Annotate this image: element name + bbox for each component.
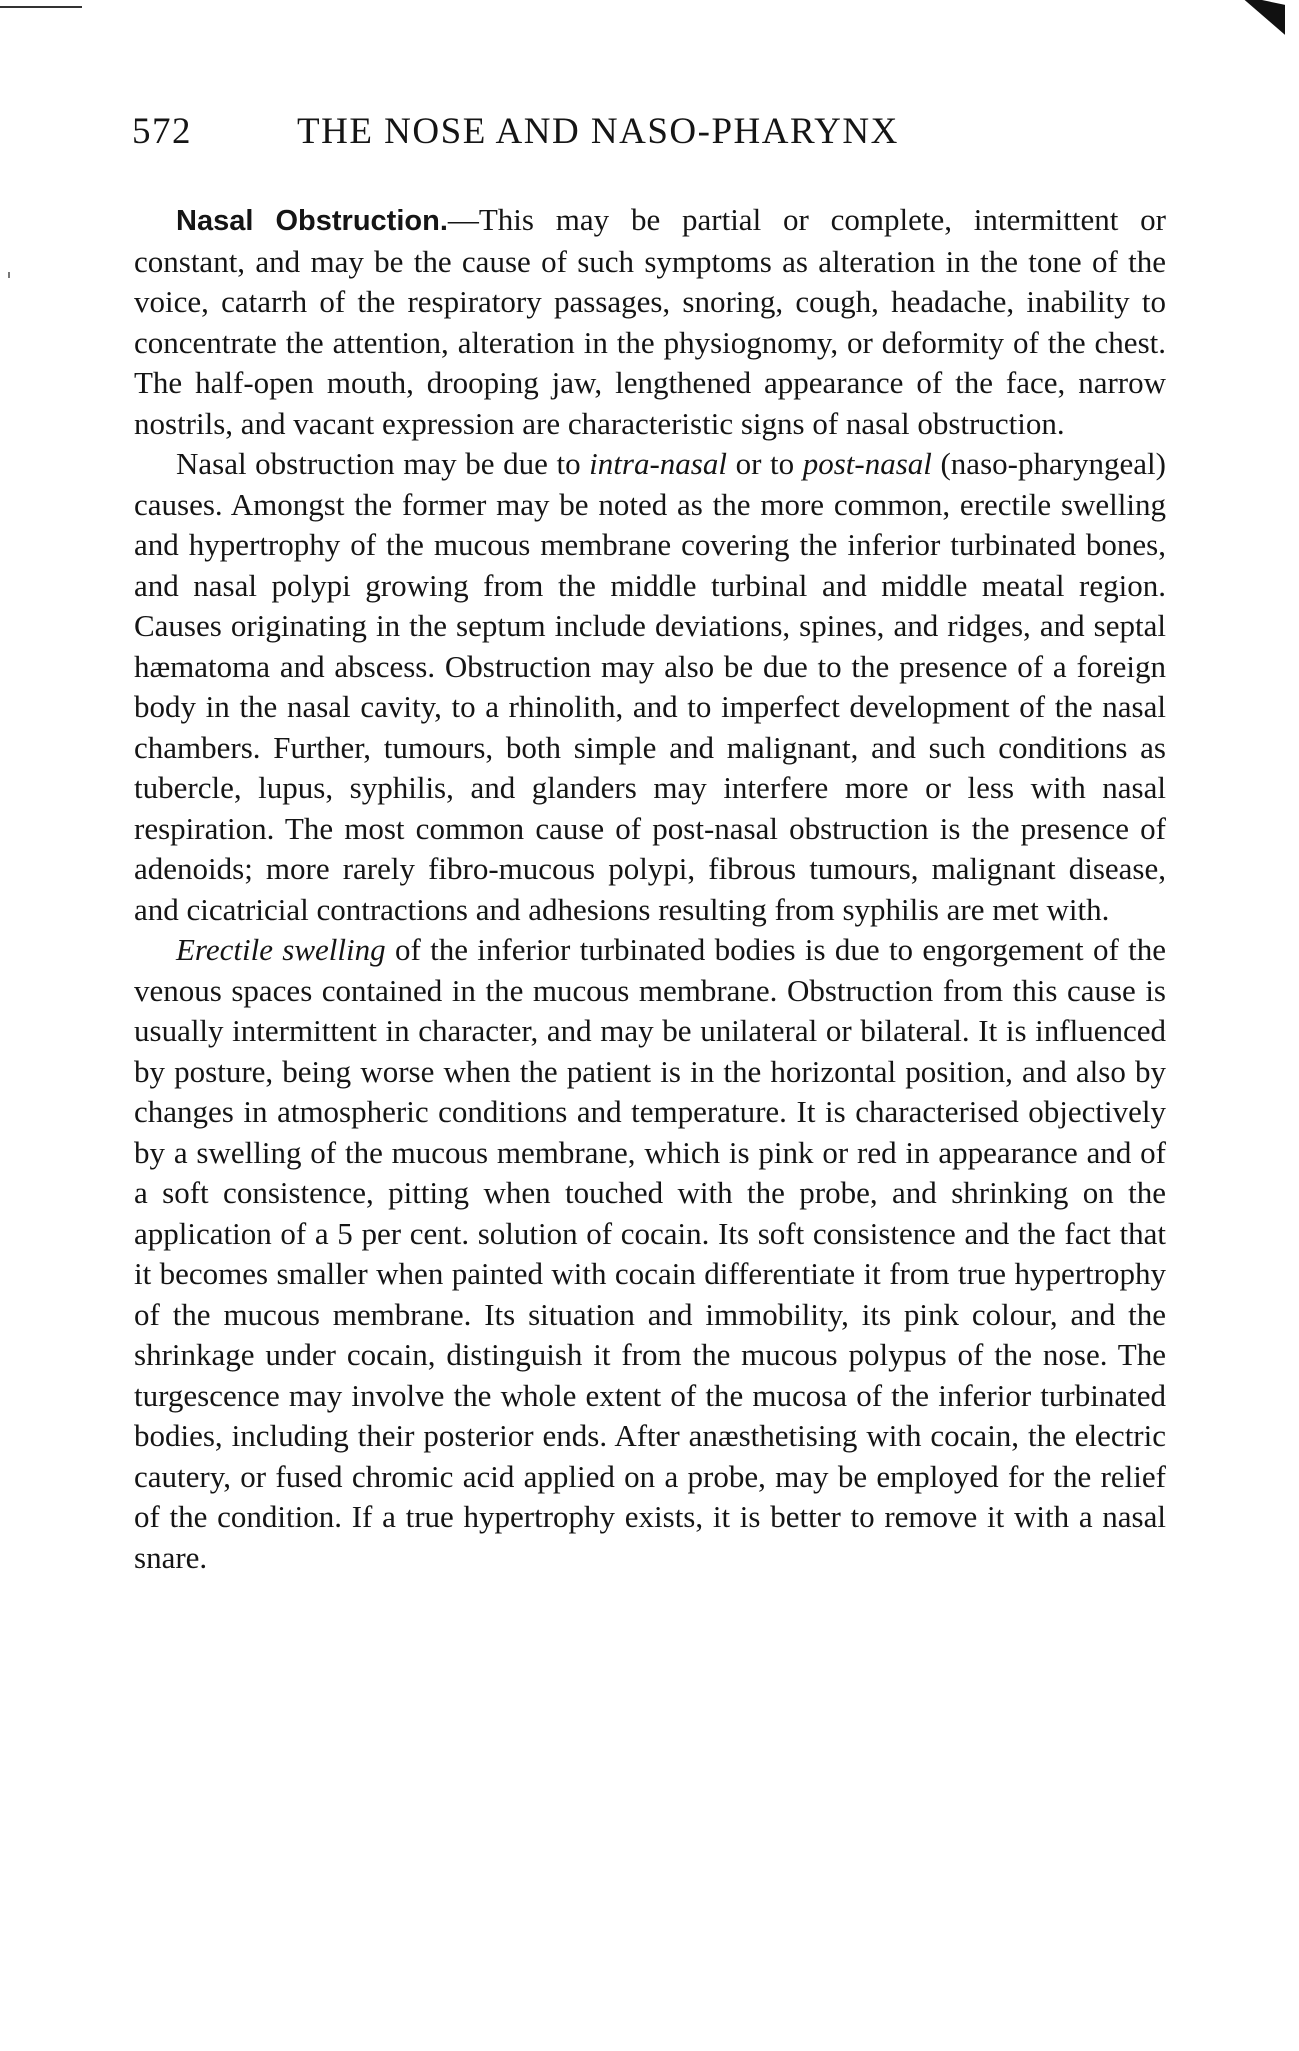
paragraph-text: or to [726, 446, 803, 481]
paragraph-causes [134, 444, 1166, 930]
scan-smudge [8, 272, 10, 278]
running-head: THE NOSE AND NASO-PHARYNX [297, 111, 899, 152]
scan-edge-mark [0, 6, 82, 8]
italic-term: post-nasal [802, 446, 932, 481]
section-heading: Nasal Obstruction. [176, 205, 448, 237]
italic-term: Erectile swelling [176, 932, 386, 967]
paragraph-text: —This may be partial or complete, intermittent or constant, and may be the cause of such symptoms as alteration in the tone of the voice, catarrh of the respiratory passages, snoring, cough, headache, inability to concentrate the attention, alteration in the physiognomy, or deformity of the chest. The half-open mouth, drooping jaw, lengthened appearance of the face, narrow nostrils, and vacant expression are characteristic signs of nasal obstruction. [134, 202, 1166, 441]
page-header [132, 108, 1172, 156]
body-text [134, 200, 1166, 1578]
paragraph-text: of the inferior turbinated bodies is due to engorgement of the venous spaces contained in the mucous membrane. Obstruction from this cause is usually intermittent in character, and may be unilateral or bilateral. It is influenced by posture, being worse when the patient is in the horizontal position, and also by changes in atmospheric conditions and temperature. It is characterised objectively by a swelling of the mucous membrane, which is pink or red in appearance and of a soft consistence, pitting when touched with the probe, and shrinking on the application of a 5 per cent. solution of cocain. Its soft consistence and the fact that it becomes smaller when painted with cocain differentiate it from true hypertrophy of the mucous membrane. Its situation and immobility, its pink colour, and the shrinkage under cocain, distinguish it from the mucous polypus of the nose. The turgescence may involve the whole extent of the mucosa of the inferior turbinated bodies, including their posterior ends. After anæsthetising with cocain, the electric cautery, or fused chromic acid applied on a probe, may be employed for the relief of the condition. If a true hypertrophy exists, it is better to remove it with a nasal snare. [134, 932, 1166, 1575]
paragraph-nasal-obstruction [134, 200, 1166, 444]
page-number: 572 [132, 111, 192, 152]
paragraph-text: (naso-pharyngeal) causes. Amongst the former may be noted as the more common, erectile swelling and hypertrophy of the mucous membrane covering the inferior turbinated bones, and nasal polypi growing from the middle turbinal and middle meatal region. Causes originating in the septum include deviations, spines, and ridges, and septal hæmatoma and abscess. Obstruction may also be due to the presence of a foreign body in the nasal cavity, to a rhinolith, and to imperfect development of the nasal chambers. Further, tumours, both simple and malignant, and such conditions as tubercle, lupus, syphilis, and glanders may interfere more or less with nasal respiration. The most common cause of post-nasal obstruction is the presence of adenoids; more rarely fibro-mucous polypi, fibrous tumours, malignant disease, and cicatricial contractions and adhesions resulting from syphilis are met with. [134, 446, 1166, 927]
italic-term: intra-nasal [589, 446, 727, 481]
paragraph-text: Nasal obstruction may be due to [176, 446, 590, 481]
scan-corner-mark [1239, 0, 1285, 35]
paragraph-erectile-swelling [134, 930, 1166, 1578]
